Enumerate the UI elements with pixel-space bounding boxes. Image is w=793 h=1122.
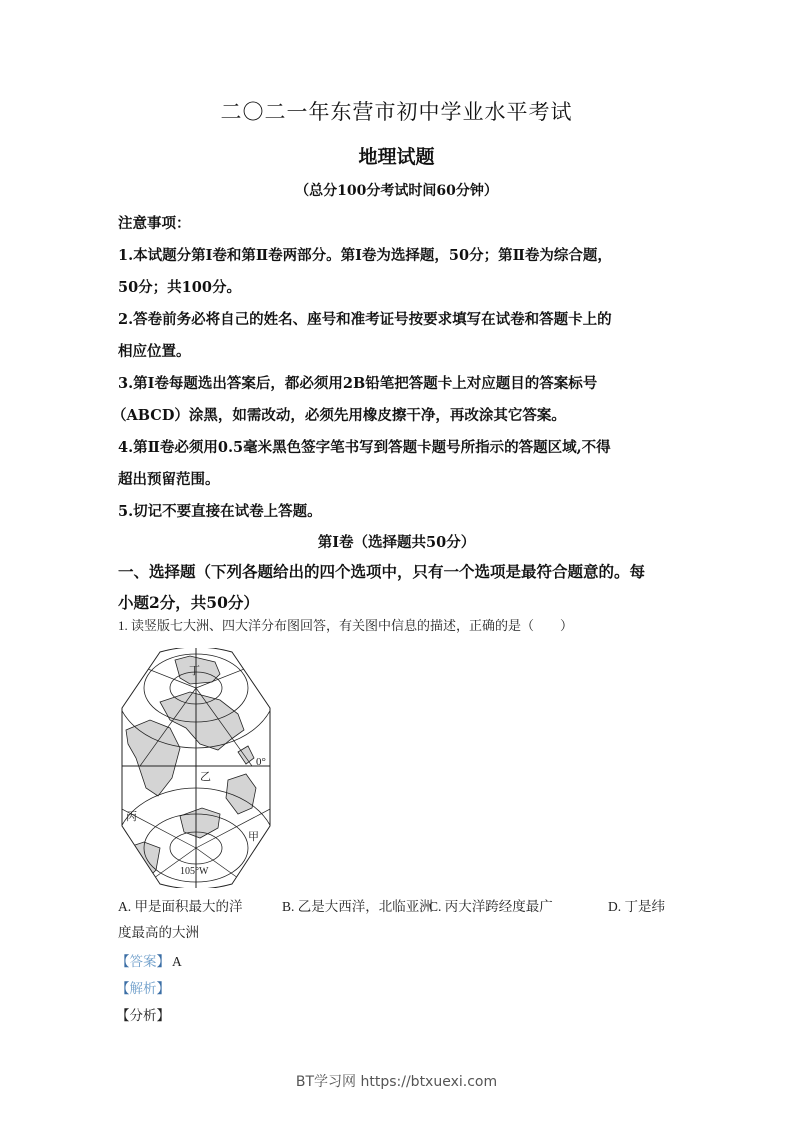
bracket-close: 】: [156, 1008, 170, 1023]
world-map-icon: [120, 648, 272, 888]
bracket-close: 】: [156, 981, 170, 996]
label-equator: 0°: [256, 756, 266, 768]
bracket-open: 【: [116, 981, 130, 996]
footer-watermark: BT学习网 https://btxuexi.com: [295, 1074, 498, 1090]
section-heading: 第Ⅰ卷（选择题共50分）: [317, 534, 476, 551]
exam-info: （总分100分考试时间60分钟）: [295, 183, 498, 199]
bracket-open: 【: [116, 954, 130, 969]
note-line: 4.第Ⅱ卷必须用0.5毫米黑色签字笔书写到答题卡题号所指示的答题区域,不得: [118, 439, 611, 456]
option-c: C. 丙大洋跨经度最广: [429, 899, 553, 914]
label-jia: 甲: [248, 831, 259, 843]
note-line: 相应位置。: [118, 343, 191, 360]
label-yi: 乙: [200, 771, 211, 783]
label-ding: 丁: [189, 665, 200, 677]
part-title: 小题2分，共50分）: [118, 593, 259, 612]
exam-subject: 地理试题: [358, 146, 435, 168]
exam-title: 二〇二一年东营市初中学业水平考试: [220, 100, 573, 124]
note-line: 1.本试题分第Ⅰ卷和第Ⅱ卷两部分。第Ⅰ卷为选择题，50分；第Ⅱ卷为综合题，: [118, 247, 612, 264]
label-meridian: 105°W: [180, 866, 209, 877]
note-line: （ABCD）涂黑，如需改动，必须先用橡皮擦干净，再改涂其它答案。: [112, 407, 566, 424]
answer-value: A: [172, 954, 182, 969]
notes-heading: 注意事项：: [118, 215, 191, 232]
analysis-row: [116, 977, 170, 997]
note-line: 50分；共100分。: [118, 279, 241, 296]
label-bing: 丙: [126, 811, 137, 823]
option-d-continued: 度最高的大洲: [118, 925, 199, 940]
note-line: 超出预留范围。: [118, 471, 220, 488]
bracket-close: 】: [156, 954, 170, 969]
note-line: 3.第Ⅰ卷每题选出答案后，都必须用2B铅笔把答题卡上对应题目的答案标号: [118, 375, 598, 392]
option-b: B. 乙是大西洋，北临亚洲: [282, 899, 433, 914]
answer-label: 答案: [129, 954, 157, 969]
bracket-open: 【: [116, 1008, 130, 1023]
option-d: D. 丁是纬: [608, 899, 665, 914]
answer-row: [116, 950, 182, 970]
note-line: 5.切记不要直接在试卷上答题。: [118, 503, 322, 520]
analysis-label: 解析: [129, 981, 157, 996]
note-line: 2.答卷前务必将自己的姓名、座号和准考证号按要求填写在试卷和答题卡上的: [118, 311, 612, 328]
fenxi-row: [116, 1004, 170, 1024]
world-map-figure: [120, 648, 272, 888]
part-title: 一、选择题（下列各题给出的四个选项中，只有一个选项是最符合题意的。每: [118, 562, 646, 581]
question-stem: 1. 读竖版七大洲、四大洋分布图回答，有关图中信息的描述，正确的是（ ）: [118, 618, 574, 633]
fenxi-label: 分析: [129, 1008, 157, 1023]
option-a: A. 甲是面积最大的洋: [118, 899, 243, 914]
